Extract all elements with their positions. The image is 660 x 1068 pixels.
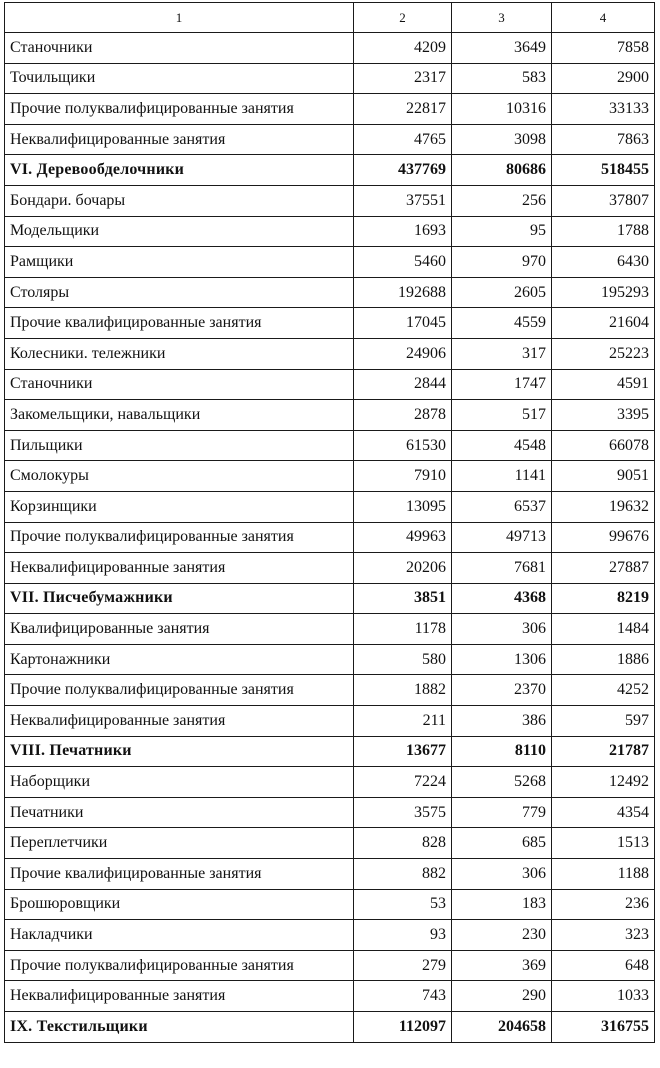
occupation-name: VI. Деревообделочники — [5, 155, 354, 186]
document-page — [4, 2, 654, 1043]
occupation-name: Прочие полуквалифицированные занятия — [5, 522, 354, 553]
header-row — [5, 3, 655, 33]
value-col-3: 306 — [452, 614, 552, 645]
value-col-3: 583 — [452, 63, 552, 94]
value-col-3: 685 — [452, 828, 552, 859]
value-col-4: 4252 — [552, 675, 655, 706]
value-col-2: 5460 — [354, 247, 452, 278]
value-col-2: 1693 — [354, 216, 452, 247]
occupation-name: Рамщики — [5, 247, 354, 278]
value-col-4: 6430 — [552, 247, 655, 278]
value-col-3: 230 — [452, 920, 552, 951]
occupation-name: Наборщики — [5, 767, 354, 798]
value-col-3: 970 — [452, 247, 552, 278]
value-col-2: 4209 — [354, 33, 452, 64]
value-col-2: 882 — [354, 859, 452, 890]
table-row — [5, 889, 655, 920]
value-col-3: 3098 — [452, 124, 552, 155]
value-col-2: 93 — [354, 920, 452, 951]
column-header-2: 2 — [354, 3, 452, 33]
value-col-2: 192688 — [354, 277, 452, 308]
value-col-2: 61530 — [354, 430, 452, 461]
value-col-4: 37807 — [552, 185, 655, 216]
table-row — [5, 706, 655, 737]
occupation-name: Картонажники — [5, 644, 354, 675]
value-col-2: 279 — [354, 950, 452, 981]
table-row — [5, 461, 655, 492]
value-col-2: 2844 — [354, 369, 452, 400]
value-col-4: 27887 — [552, 553, 655, 584]
table-row — [5, 338, 655, 369]
value-col-4: 597 — [552, 706, 655, 737]
value-col-4: 323 — [552, 920, 655, 951]
table-row — [5, 277, 655, 308]
occupation-name: Неквалифицированные занятия — [5, 706, 354, 737]
value-col-3: 1141 — [452, 461, 552, 492]
occupation-name: Прочие полуквалифицированные занятия — [5, 950, 354, 981]
section-row — [5, 736, 655, 767]
occupation-name: VIII. Печатники — [5, 736, 354, 767]
value-col-2: 20206 — [354, 553, 452, 584]
section-row — [5, 1012, 655, 1043]
table-row — [5, 369, 655, 400]
value-col-3: 3649 — [452, 33, 552, 64]
table-row — [5, 124, 655, 155]
table-row — [5, 859, 655, 890]
value-col-4: 2900 — [552, 63, 655, 94]
value-col-4: 19632 — [552, 491, 655, 522]
occupation-name: Неквалифицированные занятия — [5, 981, 354, 1012]
value-col-3: 183 — [452, 889, 552, 920]
value-col-3: 95 — [452, 216, 552, 247]
occupation-name: Точильщики — [5, 63, 354, 94]
table-row — [5, 920, 655, 951]
value-col-4: 21787 — [552, 736, 655, 767]
value-col-3: 204658 — [452, 1012, 552, 1043]
value-col-4: 1788 — [552, 216, 655, 247]
occupation-name: Брошюровщики — [5, 889, 354, 920]
value-col-2: 37551 — [354, 185, 452, 216]
occupation-table — [4, 2, 655, 1043]
value-col-2: 17045 — [354, 308, 452, 339]
value-col-4: 33133 — [552, 94, 655, 125]
table-row — [5, 828, 655, 859]
value-col-2: 7910 — [354, 461, 452, 492]
value-col-2: 211 — [354, 706, 452, 737]
occupation-name: Прочие квалифицированные занятия — [5, 308, 354, 339]
value-col-4: 8219 — [552, 583, 655, 614]
value-col-4: 3395 — [552, 400, 655, 431]
value-col-4: 7858 — [552, 33, 655, 64]
occupation-name: Прочие квалифицированные занятия — [5, 859, 354, 890]
table-row — [5, 553, 655, 584]
value-col-4: 1886 — [552, 644, 655, 675]
value-col-3: 7681 — [452, 553, 552, 584]
value-col-4: 1033 — [552, 981, 655, 1012]
table-row — [5, 308, 655, 339]
value-col-4: 648 — [552, 950, 655, 981]
value-col-4: 1188 — [552, 859, 655, 890]
occupation-name: Колесники. тележники — [5, 338, 354, 369]
value-col-3: 256 — [452, 185, 552, 216]
occupation-name: Прочие полуквалифицированные занятия — [5, 675, 354, 706]
occupation-name: VII. Писчебумажники — [5, 583, 354, 614]
table-row — [5, 63, 655, 94]
value-col-3: 4559 — [452, 308, 552, 339]
value-col-4: 236 — [552, 889, 655, 920]
occupation-name: Станочники — [5, 369, 354, 400]
table-row — [5, 522, 655, 553]
value-col-2: 2317 — [354, 63, 452, 94]
occupation-name: Смолокуры — [5, 461, 354, 492]
occupation-name: Неквалифицированные занятия — [5, 553, 354, 584]
value-col-4: 518455 — [552, 155, 655, 186]
value-col-2: 3575 — [354, 797, 452, 828]
value-col-2: 24906 — [354, 338, 452, 369]
table-row — [5, 33, 655, 64]
value-col-4: 7863 — [552, 124, 655, 155]
value-col-3: 2605 — [452, 277, 552, 308]
value-col-4: 1484 — [552, 614, 655, 645]
column-header-3: 3 — [452, 3, 552, 33]
table-row — [5, 400, 655, 431]
value-col-3: 4548 — [452, 430, 552, 461]
value-col-2: 437769 — [354, 155, 452, 186]
value-col-3: 80686 — [452, 155, 552, 186]
table-row — [5, 675, 655, 706]
table-header — [5, 3, 655, 33]
column-header-1: 1 — [5, 3, 354, 33]
value-col-3: 4368 — [452, 583, 552, 614]
value-col-4: 99676 — [552, 522, 655, 553]
value-col-2: 53 — [354, 889, 452, 920]
column-header-4: 4 — [552, 3, 655, 33]
value-col-2: 1178 — [354, 614, 452, 645]
table-row — [5, 981, 655, 1012]
value-col-2: 743 — [354, 981, 452, 1012]
value-col-4: 66078 — [552, 430, 655, 461]
value-col-2: 7224 — [354, 767, 452, 798]
value-col-4: 195293 — [552, 277, 655, 308]
value-col-2: 4765 — [354, 124, 452, 155]
section-row — [5, 583, 655, 614]
value-col-2: 13677 — [354, 736, 452, 767]
value-col-2: 1882 — [354, 675, 452, 706]
occupation-name: Накладчики — [5, 920, 354, 951]
occupation-name: Столяры — [5, 277, 354, 308]
value-col-2: 112097 — [354, 1012, 452, 1043]
occupation-name: Квалифицированные занятия — [5, 614, 354, 645]
value-col-3: 49713 — [452, 522, 552, 553]
value-col-3: 779 — [452, 797, 552, 828]
value-col-2: 22817 — [354, 94, 452, 125]
value-col-2: 3851 — [354, 583, 452, 614]
occupation-name: Закомельщики, навальщики — [5, 400, 354, 431]
value-col-2: 2878 — [354, 400, 452, 431]
table-row — [5, 185, 655, 216]
value-col-3: 369 — [452, 950, 552, 981]
value-col-4: 4591 — [552, 369, 655, 400]
section-row — [5, 155, 655, 186]
value-col-3: 386 — [452, 706, 552, 737]
table-row — [5, 247, 655, 278]
value-col-3: 290 — [452, 981, 552, 1012]
value-col-2: 13095 — [354, 491, 452, 522]
table-row — [5, 94, 655, 125]
value-col-3: 1306 — [452, 644, 552, 675]
value-col-3: 1747 — [452, 369, 552, 400]
value-col-2: 49963 — [354, 522, 452, 553]
table-row — [5, 491, 655, 522]
occupation-name: Переплетчики — [5, 828, 354, 859]
value-col-3: 8110 — [452, 736, 552, 767]
table-body — [5, 33, 655, 1043]
value-col-4: 12492 — [552, 767, 655, 798]
value-col-4: 21604 — [552, 308, 655, 339]
value-col-3: 2370 — [452, 675, 552, 706]
occupation-name: Пильщики — [5, 430, 354, 461]
value-col-3: 306 — [452, 859, 552, 890]
table-row — [5, 644, 655, 675]
table-row — [5, 797, 655, 828]
occupation-name: Корзинщики — [5, 491, 354, 522]
value-col-3: 5268 — [452, 767, 552, 798]
value-col-3: 10316 — [452, 94, 552, 125]
value-col-3: 317 — [452, 338, 552, 369]
value-col-2: 828 — [354, 828, 452, 859]
occupation-name: Модельщики — [5, 216, 354, 247]
value-col-3: 6537 — [452, 491, 552, 522]
table-row — [5, 950, 655, 981]
value-col-4: 9051 — [552, 461, 655, 492]
table-row — [5, 614, 655, 645]
value-col-4: 316755 — [552, 1012, 655, 1043]
table-row — [5, 430, 655, 461]
occupation-name: Неквалифицированные занятия — [5, 124, 354, 155]
table-row — [5, 767, 655, 798]
occupation-name: Бондари. бочары — [5, 185, 354, 216]
value-col-2: 580 — [354, 644, 452, 675]
value-col-4: 1513 — [552, 828, 655, 859]
value-col-4: 4354 — [552, 797, 655, 828]
occupation-name: IX. Текстильщики — [5, 1012, 354, 1043]
occupation-name: Печатники — [5, 797, 354, 828]
occupation-name: Прочие полуквалифицированные занятия — [5, 94, 354, 125]
value-col-3: 517 — [452, 400, 552, 431]
table-row — [5, 216, 655, 247]
value-col-4: 25223 — [552, 338, 655, 369]
occupation-name: Станочники — [5, 33, 354, 64]
